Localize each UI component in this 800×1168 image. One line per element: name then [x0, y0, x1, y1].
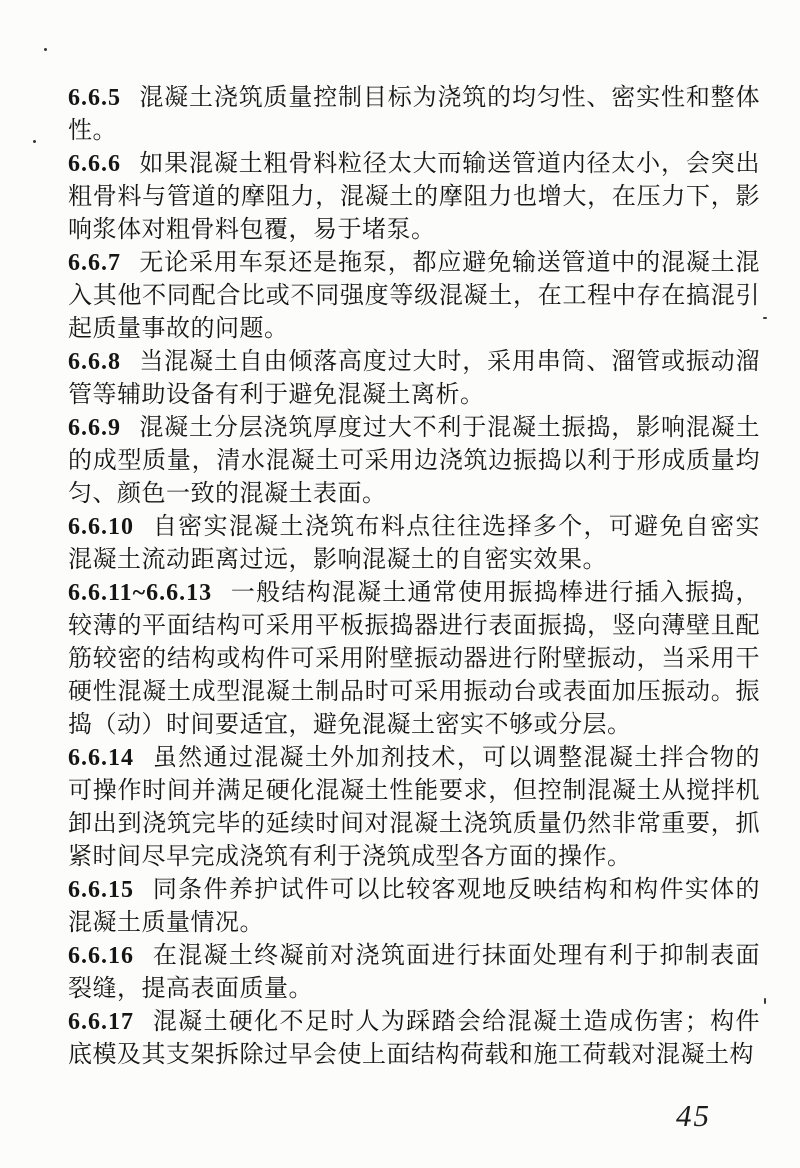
- clause-number: 6.6.9: [68, 415, 121, 441]
- clause-text: 虽然通过混凝土外加剂技术，可以调整混凝土拌合物的可操作时间并满足硬化混凝土性能要求，但控制混凝土从搅拌机卸出到浇筑完毕的延续时间对混凝土浇筑质量仍然非常重要，抓紧时间尽早完成浇筑有利于浇筑成型各方面的操作。: [68, 745, 760, 870]
- clause-number: 6.6.16: [68, 943, 134, 969]
- clause-number: 6.6.11~6.6.13: [68, 580, 213, 606]
- clause-number: 6.6.7: [68, 250, 121, 276]
- clause-number: 6.6.15: [68, 877, 134, 903]
- clause-text: 无论采用车泵还是拖泵，都应避免输送管道中的混凝土混入其他不同配合比或不同强度等级混凝土，在工程中存在搞混引起质量事故的问题。: [68, 250, 760, 342]
- scan-speck: [33, 140, 36, 143]
- scan-speck: [764, 998, 766, 1004]
- scan-speck: [44, 48, 47, 51]
- clause-text: 当混凝土自由倾落高度过大时，采用串筒、溜管或振动溜管等辅助设备有利于避免混凝土离析。: [68, 349, 760, 408]
- clause-text: 混凝土分层浇筑厚度过大不利于混凝土振捣，影响混凝土的成型质量，清水混凝土可采用边浇筑边振捣以利于形成质量均匀、颜色一致的混凝土表面。: [68, 415, 760, 507]
- clause-text: 混凝土硬化不足时人为踩踏会给混凝土造成伤害；构件底模及其支架拆除过早会使上面结构荷载和施工荷载对混凝土构: [68, 1009, 760, 1068]
- clause-number: 6.6.8: [68, 349, 121, 375]
- clause-6-6-10: [68, 511, 760, 577]
- clause-text: 自密实混凝土浇筑布料点往往选择多个，可避免自密实混凝土流动距离过远，影响混凝土的自密实效果。: [68, 514, 760, 573]
- clause-6-6-8: [68, 346, 760, 412]
- clause-number: 6.6.17: [68, 1009, 134, 1035]
- page-number: 45: [676, 1098, 711, 1133]
- clause-6-6-17: [68, 1006, 760, 1072]
- clause-number: 6.6.5: [68, 85, 121, 111]
- clause-number: 6.6.10: [68, 514, 134, 540]
- clause-6-6-7: [68, 247, 760, 346]
- clause-6-6-11-to-6-6-13: [68, 577, 760, 742]
- clause-text: 混凝土浇筑质量控制目标为浇筑的均匀性、密实性和整体性。: [68, 85, 760, 144]
- clause-6-6-15: [68, 874, 760, 940]
- clause-number: 6.6.6: [68, 151, 121, 177]
- clause-6-6-14: [68, 742, 760, 874]
- clause-6-6-5: [68, 82, 760, 148]
- clause-6-6-9: [68, 412, 760, 511]
- clause-6-6-6: [68, 148, 760, 247]
- scan-speck: [763, 317, 767, 319]
- clause-text-block: [68, 82, 760, 1072]
- clause-text: 同条件养护试件可以比较客观地反映结构和构件实体的混凝土质量情况。: [68, 877, 760, 936]
- clause-text: 在混凝土终凝前对浇筑面进行抹面处理有利于抑制表面裂缝，提高表面质量。: [68, 943, 760, 1002]
- clause-6-6-16: [68, 940, 760, 1006]
- clause-number: 6.6.14: [68, 745, 134, 771]
- clause-text: 一般结构混凝土通常使用振捣棒进行插入振捣，较薄的平面结构可采用平板振捣器进行表面振捣，竖向薄壁且配筋较密的结构或构件可采用附壁振动器进行附壁振动，当采用干硬性混凝土成型混凝土制品时可采用振动台或表面加压振动。振捣（动）时间要适宜，避免混凝土密实不够或分层。: [68, 580, 760, 738]
- clause-text: 如果混凝土粗骨料粒径太大而输送管道内径太小，会突出粗骨料与管道的摩阻力，混凝土的摩阻力也增大，在压力下，影响浆体对粗骨料包覆，易于堵泵。: [68, 151, 760, 243]
